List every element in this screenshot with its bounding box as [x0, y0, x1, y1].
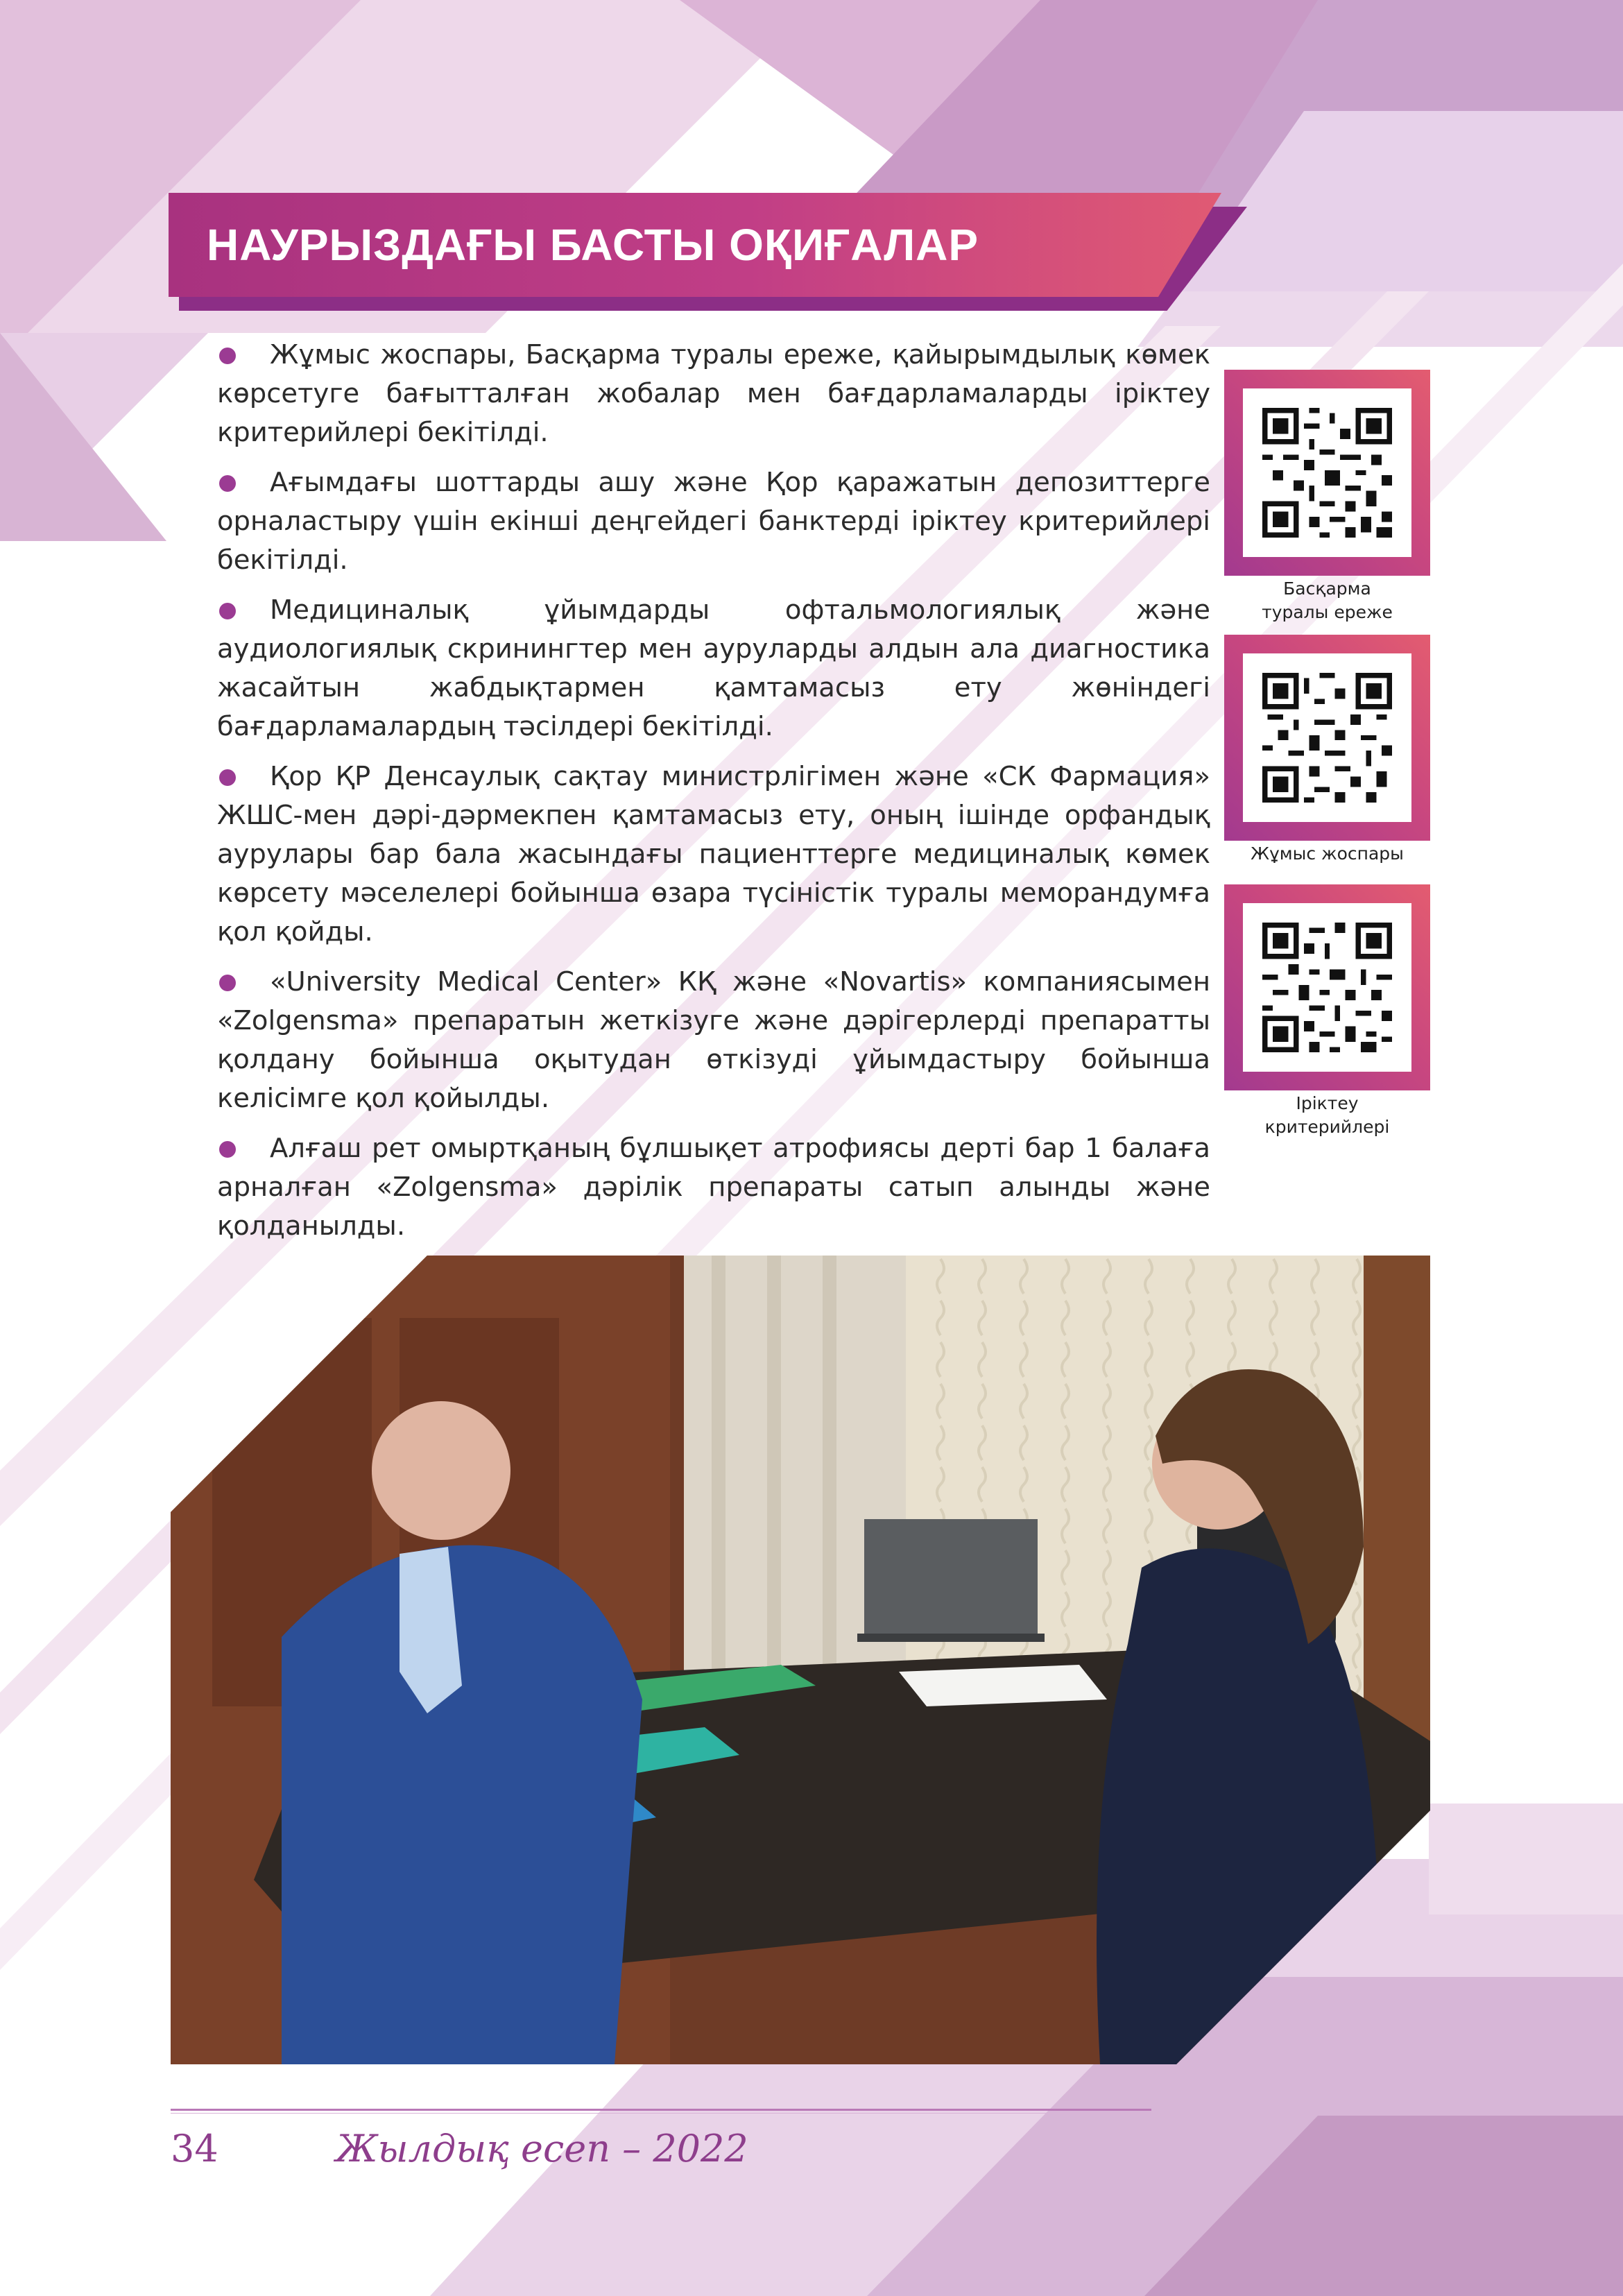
report-title: Жылдық есеп – 2022: [336, 2127, 748, 2170]
events-list: [217, 336, 1210, 1257]
footer-divider-thin: [171, 2113, 1151, 2114]
footer-divider: [171, 2109, 1151, 2111]
qr-code-icon: [1262, 923, 1392, 1052]
page-title: НАУРЫЗДАҒЫ БАСТЫ ОҚИҒАЛАР: [207, 220, 979, 270]
bullet-dot-icon: [219, 1141, 236, 1158]
list-item: Медициналық ұйымдарды офтальмологиялық және аудиологиялық скринингтер мен ауруларды алдын ала диагностика жасайтын жабдықтармен қамтамасыз ету жөніндегі бағдарламалардың тәсілдері бекітілді.: [217, 594, 1210, 742]
list-item: Ағымдағы шоттарды ашу және Қор қаражатын депозиттерге орналастыру үшін екінші деңгейдегі банктерді іріктеу критерийлері бекітілді.: [217, 467, 1210, 576]
qr-code-work-plan[interactable]: [1224, 635, 1430, 841]
list-item: Жұмыс жоспары, Басқарма туралы ереже, қайырымдылық көмек көрсетуге бағытталған жобалар мен бағдарламаларды іріктеу критерийлері бекітілді.: [217, 339, 1210, 448]
bullet-dot-icon: [219, 348, 236, 364]
bullet-dot-icon: [219, 769, 236, 786]
list-item: Алғаш рет омыртқаның бұлшықет атрофиясы дерті бар 1 балаға арналған «Zolgensma» дәрілік препараты сатып алынды және қолданылды.: [217, 1133, 1210, 1242]
qr-caption-selection-criteria: Іріктеу критерийлері: [1264, 1093, 1390, 1137]
page-number: 34: [171, 2127, 218, 2170]
list-item: «University Medical Center» КҚ және «Novartis» компаниясымен «Zolgensma» препаратын жеткізуге және дәрігерлерді препаратты қолдану бойынша оқытудан өткізуді ұйымдастыру бойынша келісімге қол қойылды.: [217, 966, 1210, 1114]
qr-caption-board-regulations: Басқарма туралы ереже: [1262, 579, 1393, 622]
list-item: Қор ҚР Денсаулық сақтау министрлігімен және «СК Фармация» ЖШС-мен дәрі-дәрмекпен қамтамасыз ету, оның ішінде орфандық аурулары бар бала жасындағы пациенттерге медициналық көмек көрсету мәселелері бойынша өзара түсіністік туралы меморандумға қол қойды.: [217, 761, 1210, 948]
qr-code-icon: [1262, 673, 1392, 803]
qr-caption-work-plan: Жұмыс жоспары: [1251, 843, 1404, 864]
qr-code-board-regulations[interactable]: [1224, 370, 1430, 576]
bullet-dot-icon: [219, 475, 236, 492]
meeting-photo: [171, 1256, 1430, 2064]
qr-code-icon: [1262, 408, 1392, 538]
qr-code-selection-criteria[interactable]: [1224, 884, 1430, 1090]
bullet-dot-icon: [219, 603, 236, 619]
bullet-dot-icon: [219, 975, 236, 991]
